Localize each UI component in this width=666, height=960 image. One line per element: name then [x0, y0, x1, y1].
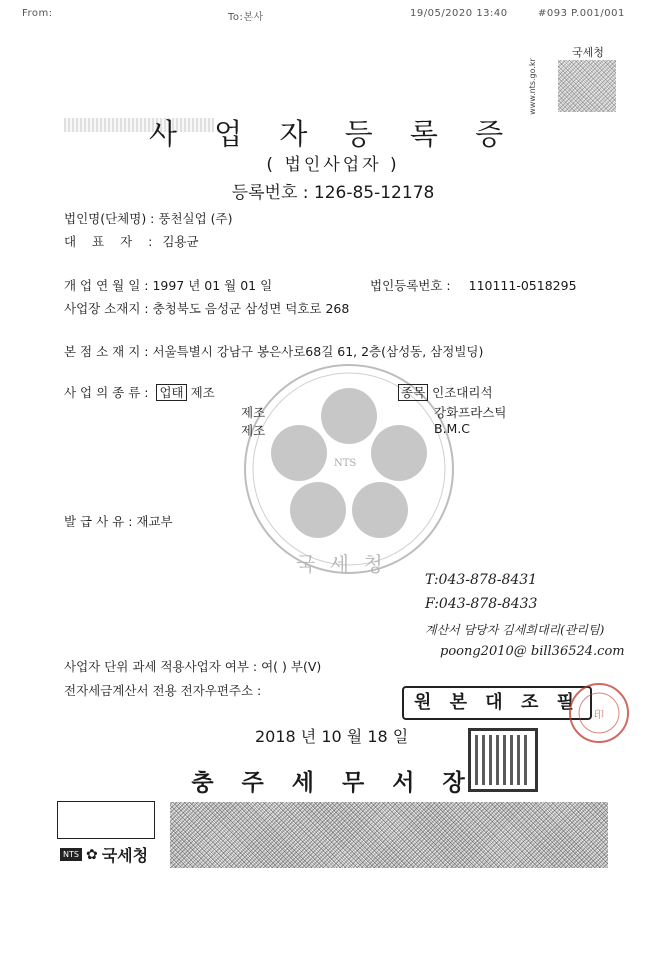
handwritten-email: poong2010@ bill36524.com [440, 644, 625, 659]
business-address-row [64, 299, 349, 317]
business-type-row [64, 383, 215, 401]
blank-box [57, 801, 155, 839]
item-tag: 종목 [398, 384, 428, 401]
handwritten-fax: F:043-878-8433 [425, 596, 538, 612]
fax-page: #093 P.001/001 [538, 8, 625, 19]
fax-from: From: [22, 8, 53, 19]
corp-reg-label: 법인등록번호 : [370, 278, 451, 293]
item-row [398, 383, 493, 401]
handwritten-contact: 계산서 담당자 김세희대리(관리팀) [425, 623, 605, 637]
red-company-seal-icon [568, 682, 630, 744]
hq-address-value: 서울특별시 강남구 봉은사로68길 61, 2층(삼성동, 삼정빌딩) [152, 344, 484, 359]
category-1: 제조 [190, 385, 215, 400]
open-date-label: 개 업 연 월 일 : [64, 278, 149, 293]
category-2: 제조 [241, 405, 266, 420]
watermark-center-text: NTS [334, 458, 357, 469]
representative-label: 대 표 자 : [64, 234, 159, 249]
item-1: 인조대리석 [432, 385, 493, 400]
fax-to: To:본사 [228, 12, 264, 23]
corner-seal-label: 국세청 [572, 46, 604, 59]
einvoice-row: 전자세금계산서 전용 전자우편주소 : [64, 683, 262, 698]
issue-date: 2018 년 10 월 18 일 [255, 727, 409, 746]
corp-name-value: 풍천실업 (주) [158, 211, 233, 226]
open-date-value: 1997 년 01 월 01 일 [152, 278, 273, 293]
item-3: B.M.C [434, 421, 471, 436]
business-type-label: 사 업 의 종 류 : [64, 385, 149, 400]
corp-name-label: 법인명(단체명) : [64, 211, 155, 226]
certificate-title: 사 업 자 등 록 증 [148, 117, 518, 151]
registration-number: 등록번호 : 126-85-12178 [231, 183, 435, 203]
hq-address-label: 본 점 소 재 지 : [64, 344, 149, 359]
issue-reason-row [64, 512, 173, 530]
watermark-bottom-text: 국 세 청 [296, 552, 387, 576]
issue-reason-value: 재교부 [136, 514, 173, 529]
svg-text:印: 印 [594, 710, 604, 721]
hq-address-row [64, 342, 483, 360]
handwritten-tel: T:043-878-8431 [425, 572, 538, 588]
security-pattern [170, 802, 608, 868]
issue-reason-label: 발 급 사 유 : [64, 514, 133, 529]
original-copy-stamp: 원 본 대 조 필 [402, 686, 592, 720]
footer-logo-label: 국세청 [101, 846, 149, 865]
business-address-label: 사업장 소재지 : [64, 301, 149, 316]
footer-logo [60, 843, 148, 866]
business-address-value: 충청북도 음성군 삼성면 덕호로 268 [152, 301, 350, 316]
category-tag: 업태 [156, 384, 186, 401]
corner-seal-vertical-text: www.nts.go.kr [527, 58, 537, 115]
corp-reg-value: 110111-0518295 [468, 278, 577, 293]
tax-office-name: 충 주 세 무 서 장 [191, 770, 475, 796]
representative-value: 김용균 [162, 234, 199, 249]
qr-noise [558, 60, 616, 112]
item-2: 강화프라스틱 [434, 405, 507, 420]
unit-tax-row: 사업자 단위 과세 적용사업자 여부 : 여( ) 부(V) [64, 659, 322, 674]
nts-mark: NTS [60, 848, 82, 861]
corp-reg-row [370, 276, 577, 294]
corp-name-row [64, 209, 232, 227]
category-3: 제조 [241, 423, 266, 438]
open-date-row [64, 276, 272, 294]
representative-row [64, 232, 199, 250]
flower-icon: ✿ [85, 846, 98, 863]
fax-datetime: 19/05/2020 13:40 [410, 8, 508, 19]
certificate-subtitle: ( 법인사업자 ) [266, 155, 400, 175]
